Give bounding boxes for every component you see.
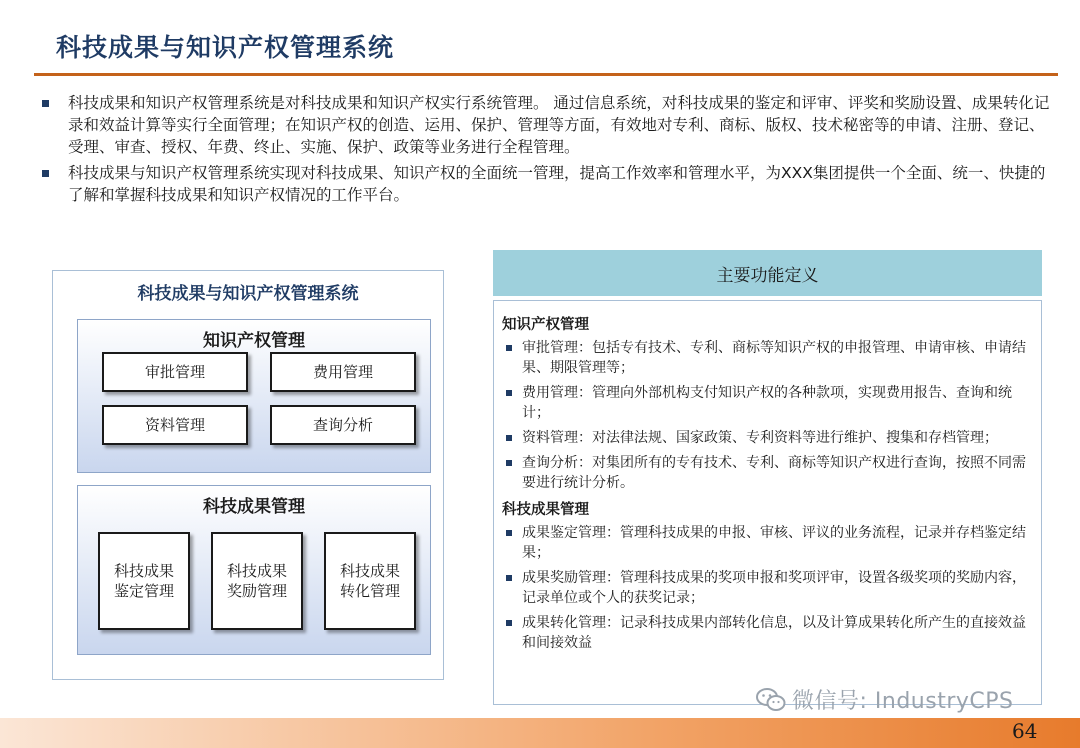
watermark-text: 微信号: IndustryCPS: [792, 689, 1014, 714]
function-text: 成果鉴定管理：管理科技成果的申报、审核、评议的业务流程，记录并存档鉴定结果；: [522, 525, 1026, 561]
function-text: 成果转化管理：记录科技成果内部转化信息，以及计算成果转化所产生的直接效益和间接效益: [522, 615, 1026, 651]
bullet-square-icon: [506, 575, 512, 581]
function-text: 审批管理：包括专有技术、专利、商标等知识产权的申报管理、申请审核、申请结果、期限管理等；: [522, 340, 1026, 376]
bullet-square-icon: [506, 390, 512, 396]
slide-title: 科技成果与知识产权管理系统: [56, 33, 395, 62]
intro-bullet-text: 科技成果和知识产权管理系统是对科技成果和知识产权实行系统管理。 通过信息系统，对科技成果的鉴定和评审、评奖和奖励设置、成果转化记录和效益计算等实行全面管理；在知识产权的创造、运用、保护、管理等方面，有效地对专利、商标、版权、技术秘密等的申请、注册、登记、受理、审查、授权、年费、终止、实施、保护、政策等业务进行全程管理。: [68, 94, 1050, 156]
bullet-square-icon: [42, 170, 49, 177]
function-text: 费用管理：管理向外部机构支付知识产权的各种款项，实现费用报告、查询和统计；: [522, 385, 1012, 421]
diagram-title: 科技成果与知识产权管理系统: [137, 284, 359, 304]
achievement-management-group: [77, 485, 431, 655]
system-diagram: [52, 270, 444, 680]
module-label: 审批管理: [144, 363, 205, 381]
bullet-square-icon: [506, 460, 512, 466]
function-text: 资料管理：对法律法规、国家政策、专利资料等进行维护、搜集和存档管理；: [522, 430, 998, 446]
module-achievement-transfer[interactable]: [324, 532, 416, 630]
functions-panel: [493, 300, 1042, 705]
module-label-line1: 科技成果: [339, 562, 400, 580]
module-label: 查询分析: [312, 416, 373, 434]
module-query-analysis[interactable]: [270, 405, 416, 445]
module-achievement-award[interactable]: [211, 532, 303, 630]
intro-bullet: [40, 92, 1052, 158]
module-label-line1: 科技成果: [226, 562, 287, 580]
function-item: [502, 568, 1031, 608]
title-divider: [34, 73, 1058, 76]
function-text: 查询分析：对集团所有的专有技术、专利、商标等知识产权进行查询，按照不同需要进行统计分析。: [522, 455, 1026, 491]
bullet-square-icon: [42, 100, 49, 107]
footer-bar: [0, 718, 1080, 748]
function-item: [502, 453, 1031, 493]
bullet-square-icon: [506, 435, 512, 441]
module-label-line1: 科技成果: [113, 562, 174, 580]
function-text: 成果奖励管理：管理科技成果的奖项申报和奖项评审，设置各级奖项的奖励内容，记录单位或个人的获奖记录；: [522, 570, 1026, 606]
achievement-group-title: 科技成果管理: [203, 497, 305, 517]
module-documents[interactable]: [102, 405, 248, 445]
function-item: [502, 383, 1031, 423]
function-item: [502, 613, 1031, 653]
module-label: 资料管理: [144, 416, 205, 434]
function-item: [502, 523, 1031, 563]
wechat-icon: [756, 687, 786, 713]
functions-header: 主要功能定义: [493, 250, 1042, 296]
bullet-square-icon: [506, 530, 512, 536]
module-fees[interactable]: [270, 352, 416, 392]
watermark: [756, 684, 1014, 715]
intro-bullet-text: 科技成果与知识产权管理系统实现对科技成果、知识产权的全面统一管理，提高工作效率和管理水平，为XXX集团提供一个全面、统一、快捷的了解和掌握科技成果和知识产权情况的工作平台。: [68, 164, 1046, 204]
ip-management-group: [77, 319, 431, 473]
achievement-section-title: 科技成果管理: [502, 502, 589, 518]
function-item: [502, 428, 1031, 448]
module-label-line2: 鉴定管理: [113, 582, 174, 600]
intro-bullet: [40, 162, 1052, 206]
bullet-square-icon: [506, 345, 512, 351]
intro-bullets: [40, 92, 1052, 210]
module-label: 费用管理: [312, 363, 373, 381]
module-label-line2: 奖励管理: [226, 582, 287, 600]
bullet-square-icon: [506, 620, 512, 626]
module-label-line2: 转化管理: [339, 582, 400, 600]
module-approval[interactable]: [102, 352, 248, 392]
ip-section-title: 知识产权管理: [502, 317, 589, 333]
function-item: [502, 338, 1031, 378]
page-number: 64: [1012, 719, 1038, 743]
module-achievement-appraisal[interactable]: [98, 532, 190, 630]
ip-group-title: 知识产权管理: [203, 331, 305, 351]
